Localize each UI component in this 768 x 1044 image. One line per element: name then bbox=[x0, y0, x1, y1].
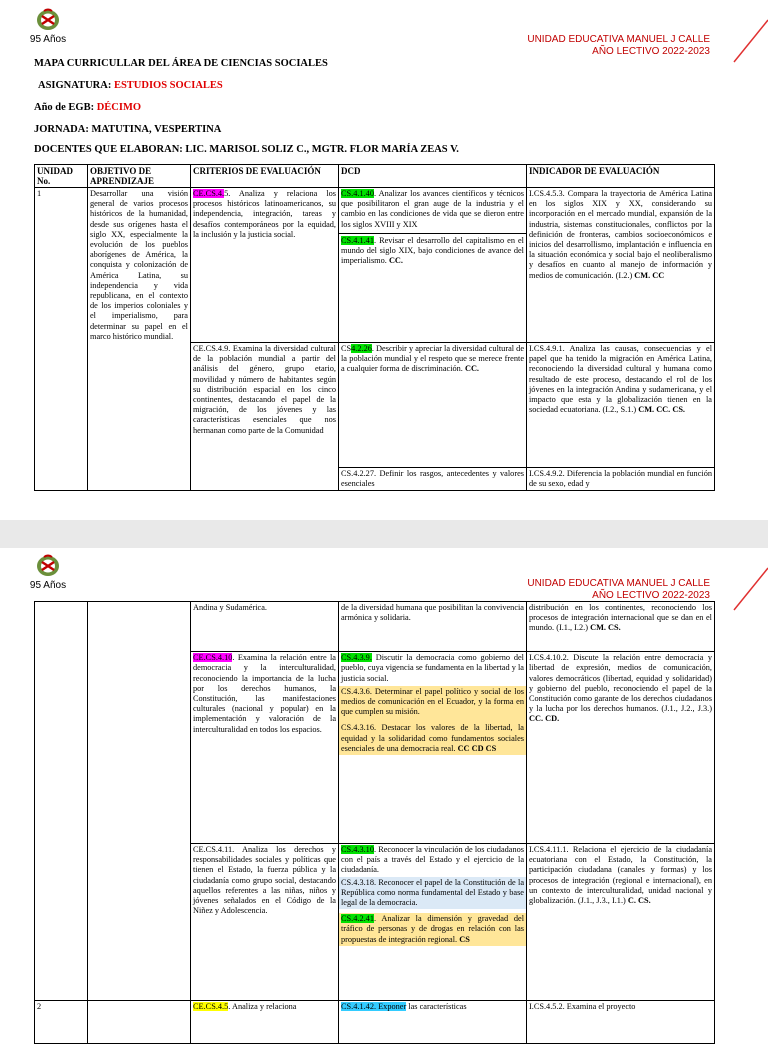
indicator-cell bbox=[527, 343, 715, 468]
dcd-text: . Analizar la dimensión y gravedad del tráfico de personas y de drogas en relación con las propuestas de integración regional. bbox=[341, 914, 524, 944]
indicator-cell bbox=[527, 602, 715, 652]
school-name: UNIDAD EDUCATIVA MANUEL J CALLE bbox=[527, 578, 710, 589]
dcd-cell: de la diversidad humana que posibilitan la convivencia armónica y solidaria. bbox=[339, 602, 527, 652]
dcd-cell bbox=[339, 1001, 527, 1044]
dcd-competence: CS bbox=[459, 934, 470, 944]
indicator-cell bbox=[527, 844, 715, 1001]
crest-icon bbox=[34, 8, 62, 34]
indicator-cell bbox=[527, 652, 715, 844]
page-2 bbox=[0, 548, 768, 1024]
logo-caption: 95 Años bbox=[29, 34, 67, 45]
header-unit: UNIDAD No. bbox=[35, 165, 88, 188]
header-indicator: INDICADOR DE EVALUACIÓN bbox=[527, 165, 715, 188]
indicator-cell: I.CS.4.9.2. Diferencia la población mundial en función de su sexo, edad y bbox=[527, 467, 715, 490]
curriculum-table-continued bbox=[34, 601, 715, 1044]
dcd-text-body: CS.4.3.16. Destacar los valores de la libertad, la equidad y la solidaridad como fundamentos sociales esenciales de una democracia real. bbox=[341, 723, 524, 753]
subject-line bbox=[38, 80, 223, 91]
school-header bbox=[527, 578, 710, 602]
criteria-cell bbox=[191, 652, 339, 844]
header-objective: OBJETIVO DE APRENDIZAJE bbox=[88, 165, 191, 188]
criteria-cell bbox=[191, 1001, 339, 1044]
school-logo bbox=[26, 8, 70, 45]
indicator-competence: CM. CC bbox=[634, 270, 665, 280]
dcd-code-prefix: CS bbox=[341, 344, 352, 353]
dcd-text: . Describir y apreciar la diversidad cultural de la población mundial y el respeto que se merece frente a cualquier forma de discriminación. bbox=[341, 344, 524, 374]
dcd-competence: CC CD CS bbox=[457, 743, 497, 753]
criteria-code: CE.CS.4.10 bbox=[193, 653, 233, 663]
header-criteria: CRITERIOS DE EVALUACIÓN bbox=[191, 165, 339, 188]
indicator-text: I.CS.4.5.3. Compara la trayectoria de América Latina en los siglos XIX y XX, considerando su incorporación en el mercado mundial, expansión de la industria, sistemas constitucionales, conflictos por la definición de fronteras, cambios socioeconómicos e inicios del desarrollismo, implantación e influencia en la situación económica y social bajo el neoliberalismo y desafíos en cuanto al manejo de información y medios de comunicación. (I.2.) bbox=[529, 189, 712, 280]
school-name: UNIDAD EDUCATIVA MANUEL J CALLE bbox=[527, 34, 710, 45]
red-accent-line bbox=[728, 0, 768, 64]
dcd-text: CS.4.3.6. Determinar el papel político y social de los medios de comunicación en el Ecuador, y la forma en que cumplen su misión. bbox=[341, 686, 524, 717]
dcd-code: CS.4.3.10 bbox=[341, 845, 374, 855]
table-header-row bbox=[35, 165, 715, 188]
indicator-cell bbox=[527, 188, 715, 343]
dcd-text: las características bbox=[406, 1002, 467, 1011]
dcd-code: CS.4.1.40 bbox=[341, 189, 374, 198]
crest-icon bbox=[34, 554, 62, 580]
school-year: AÑO LECTIVO 2022-2023 bbox=[592, 46, 710, 57]
school-header bbox=[527, 34, 710, 58]
doc-title: MAPA CURRICULLAR DEL ÁREA DE CIENCIAS SOCIALES bbox=[34, 58, 328, 69]
dcd-text: Discutir la democracia como gobierno del pueblo, cuya vigencia se fundamenta en la libertad y la justicia social. bbox=[341, 653, 524, 683]
indicator-competence: CC. CD. bbox=[529, 714, 560, 724]
unit-cell bbox=[35, 602, 88, 1001]
criteria-cell: CE.CS.4.9. Examina la diversidad cultural de la población mundial a partir del análisis del género, grupo etario, movilidad y número de habitantes según su distribución espacial en los cinco continentes, destacando el papel de la migración, de los jóvenes y las características esenciales que nos hermanan como parte de la Comunidad bbox=[191, 343, 339, 491]
dcd-code: 4.2.26 bbox=[351, 344, 372, 353]
table-row bbox=[35, 188, 715, 343]
criteria-cell: CE.CS.4.11. Analiza los derechos y responsabilidades sociales y políticas que tienen el Estado, la fuerza pública y la ciudadanía como grupo social, destacando aquellos referentes a las niñas, niños y jóvenes señalados en el Código de la Niñez y Adolescencia. bbox=[191, 844, 339, 1001]
dcd-text: . Analizar los avances científicos y técnicos que posibilitaron el gran auge de la industria y el cambio en las condiciones de vida que se dieron entre los siglos XVIII y XIX bbox=[341, 189, 524, 229]
year-value: DÉCIMO bbox=[96, 102, 142, 113]
indicator-competence: C. CS. bbox=[627, 896, 651, 906]
logo-caption: 95 Años bbox=[29, 580, 67, 591]
page-1 bbox=[0, 0, 768, 520]
year-line bbox=[34, 102, 141, 113]
indicator-cell: I.CS.4.5.2. Examina el proyecto bbox=[527, 1001, 715, 1044]
dcd-code: CS.4.2.41 bbox=[341, 914, 374, 924]
shift-line: JORNADA: MATUTINA, VESPERTINA bbox=[34, 124, 222, 135]
dcd-code: CS.4.3.9. bbox=[341, 653, 372, 663]
table-row bbox=[35, 602, 715, 652]
dcd-competence: CC. bbox=[464, 364, 480, 374]
criteria-cell bbox=[191, 188, 339, 343]
criteria-cell: Andina y Sudamérica. bbox=[191, 602, 339, 652]
indicator-text: I.CS.4.10.2. Discute la relación entre democracia y libertad de expresión, medios de comunicación, valores democráticos (libertad, equidad y solidaridad) y gobierno del pueblo, reconociendo el papel de la Constitución como garante de los derechos ciudadanos y la lucha por los derechos humanos. (J.1., J.2., J.3.) bbox=[529, 653, 712, 714]
dcd-cell bbox=[339, 188, 527, 343]
dcd-cell: CS.4.2.27. Definir los rasgos, antecedentes y valores esenciales bbox=[339, 467, 527, 490]
dcd-text: . Revisar el desarrollo del capitalismo en el mundo del siglo XIX, bajo condiciones de avance del imperialismo. bbox=[341, 235, 524, 266]
dcd-text: . Reconocer la vinculación de los ciudadanos con el país a través del Estado y el ejercicio de la ciudadanía. bbox=[341, 845, 524, 875]
dcd-code: CS.4.1.42. Exponer bbox=[341, 1002, 407, 1011]
unit-cell: 2 bbox=[35, 1001, 88, 1044]
dcd-cell bbox=[339, 844, 527, 1001]
header-dcd: DCD bbox=[339, 165, 527, 188]
dcd-cell bbox=[339, 343, 527, 468]
subject-value: ESTUDIOS SOCIALES bbox=[113, 80, 223, 91]
criteria-text: . Examina la relación entre la democracia y la interculturalidad, reconociendo la importancia de la lucha por los derechos humanos, la Constitución, las manifestaciones culturales (nacional y popular) en la implementación y valoración de la interculturalidad en todos los espacios. bbox=[193, 653, 336, 734]
objective-cell: Desarrollar una visión general de varios procesos históricos de la humanidad, desde sus orígenes hasta el siglo XX, especialmente la evolución de los pueblos aborígenes de América, la conquista y colonización de América Latina, su independencia y vida republicana, en el contexto de los imperios coloniales y el imperialismo, para determinar su papel en el marco histórico mundial. bbox=[88, 188, 191, 491]
dcd-code: CS.4.1.41 bbox=[341, 235, 374, 245]
table-row bbox=[35, 1001, 715, 1044]
indicator-competence: CM. CC. CS. bbox=[638, 405, 686, 415]
indicator-text: I.CS.4.11.1. Relaciona el ejercicio de la ciudadanía ecuatoriana con el Estado, la Constitución, la participación ciudadana (canales y formas) y los procesos de integración (regional e internacional), en un contexto de interculturalidad, unidad nacional y globalización. (J.1., J.3., I.1.) bbox=[529, 845, 712, 906]
dcd-competence: CC. bbox=[388, 256, 403, 266]
school-logo bbox=[26, 554, 70, 591]
indicator-text: distribución en los continentes, reconociendo los procesos de integración internacional que se dan en el mundo. (I.1., I.2.) bbox=[529, 603, 712, 633]
dcd-cell bbox=[339, 652, 527, 844]
cell-divider bbox=[339, 233, 526, 234]
unit-cell: 1 bbox=[35, 188, 88, 491]
dcd-highlight-box: CS.4.3.18. Reconocer el papel de la Constitución de la República como norma fundamental del Estado y base legal de la democracia. bbox=[339, 877, 526, 910]
criteria-code: CE.CS.4.5 bbox=[193, 1002, 229, 1011]
criteria-text: . Analiza y relaciona bbox=[228, 1002, 297, 1011]
criteria-text: 5. Analiza y relaciona los procesos históricos latinoamericanos, su independencia, integración, tareas y desafíos contemporáneos por la equidad, la inclusión y la justicia social. bbox=[193, 189, 336, 239]
page-gap bbox=[0, 520, 768, 548]
subject-label: ASIGNATURA: bbox=[38, 80, 112, 91]
objective-cell bbox=[88, 1001, 191, 1044]
objective-cell bbox=[88, 602, 191, 1001]
indicator-text: I.CS.4.9.1. Analiza las causas, consecuencias y el papel que ha tenido la migración en América Latina, reconociendo la diversidad cultural y humana como resultado de este proceso, destacando el rol de los jóvenes en la integración Andina y sudamericana, y el impacto que esta y la globalización tienen en la sociedad ecuatoriana. (I.2., S.1.) bbox=[529, 344, 712, 415]
dcd-text bbox=[341, 723, 524, 754]
teachers-line: DOCENTES QUE ELABORAN: LIC. MARISOL SOLIZ C., MGTR. FLOR MARÍA ZEAS V. bbox=[34, 144, 459, 155]
year-label: Año de EGB: bbox=[34, 102, 95, 113]
school-year: AÑO LECTIVO 2022-2023 bbox=[592, 590, 710, 601]
indicator-competence: CM. CS. bbox=[590, 623, 621, 633]
dcd-highlight-box bbox=[339, 686, 526, 755]
curriculum-table bbox=[34, 164, 715, 491]
dcd-highlight-box bbox=[339, 913, 526, 946]
red-accent-line bbox=[728, 548, 768, 612]
criteria-code: CE.CS.4. bbox=[193, 189, 225, 198]
